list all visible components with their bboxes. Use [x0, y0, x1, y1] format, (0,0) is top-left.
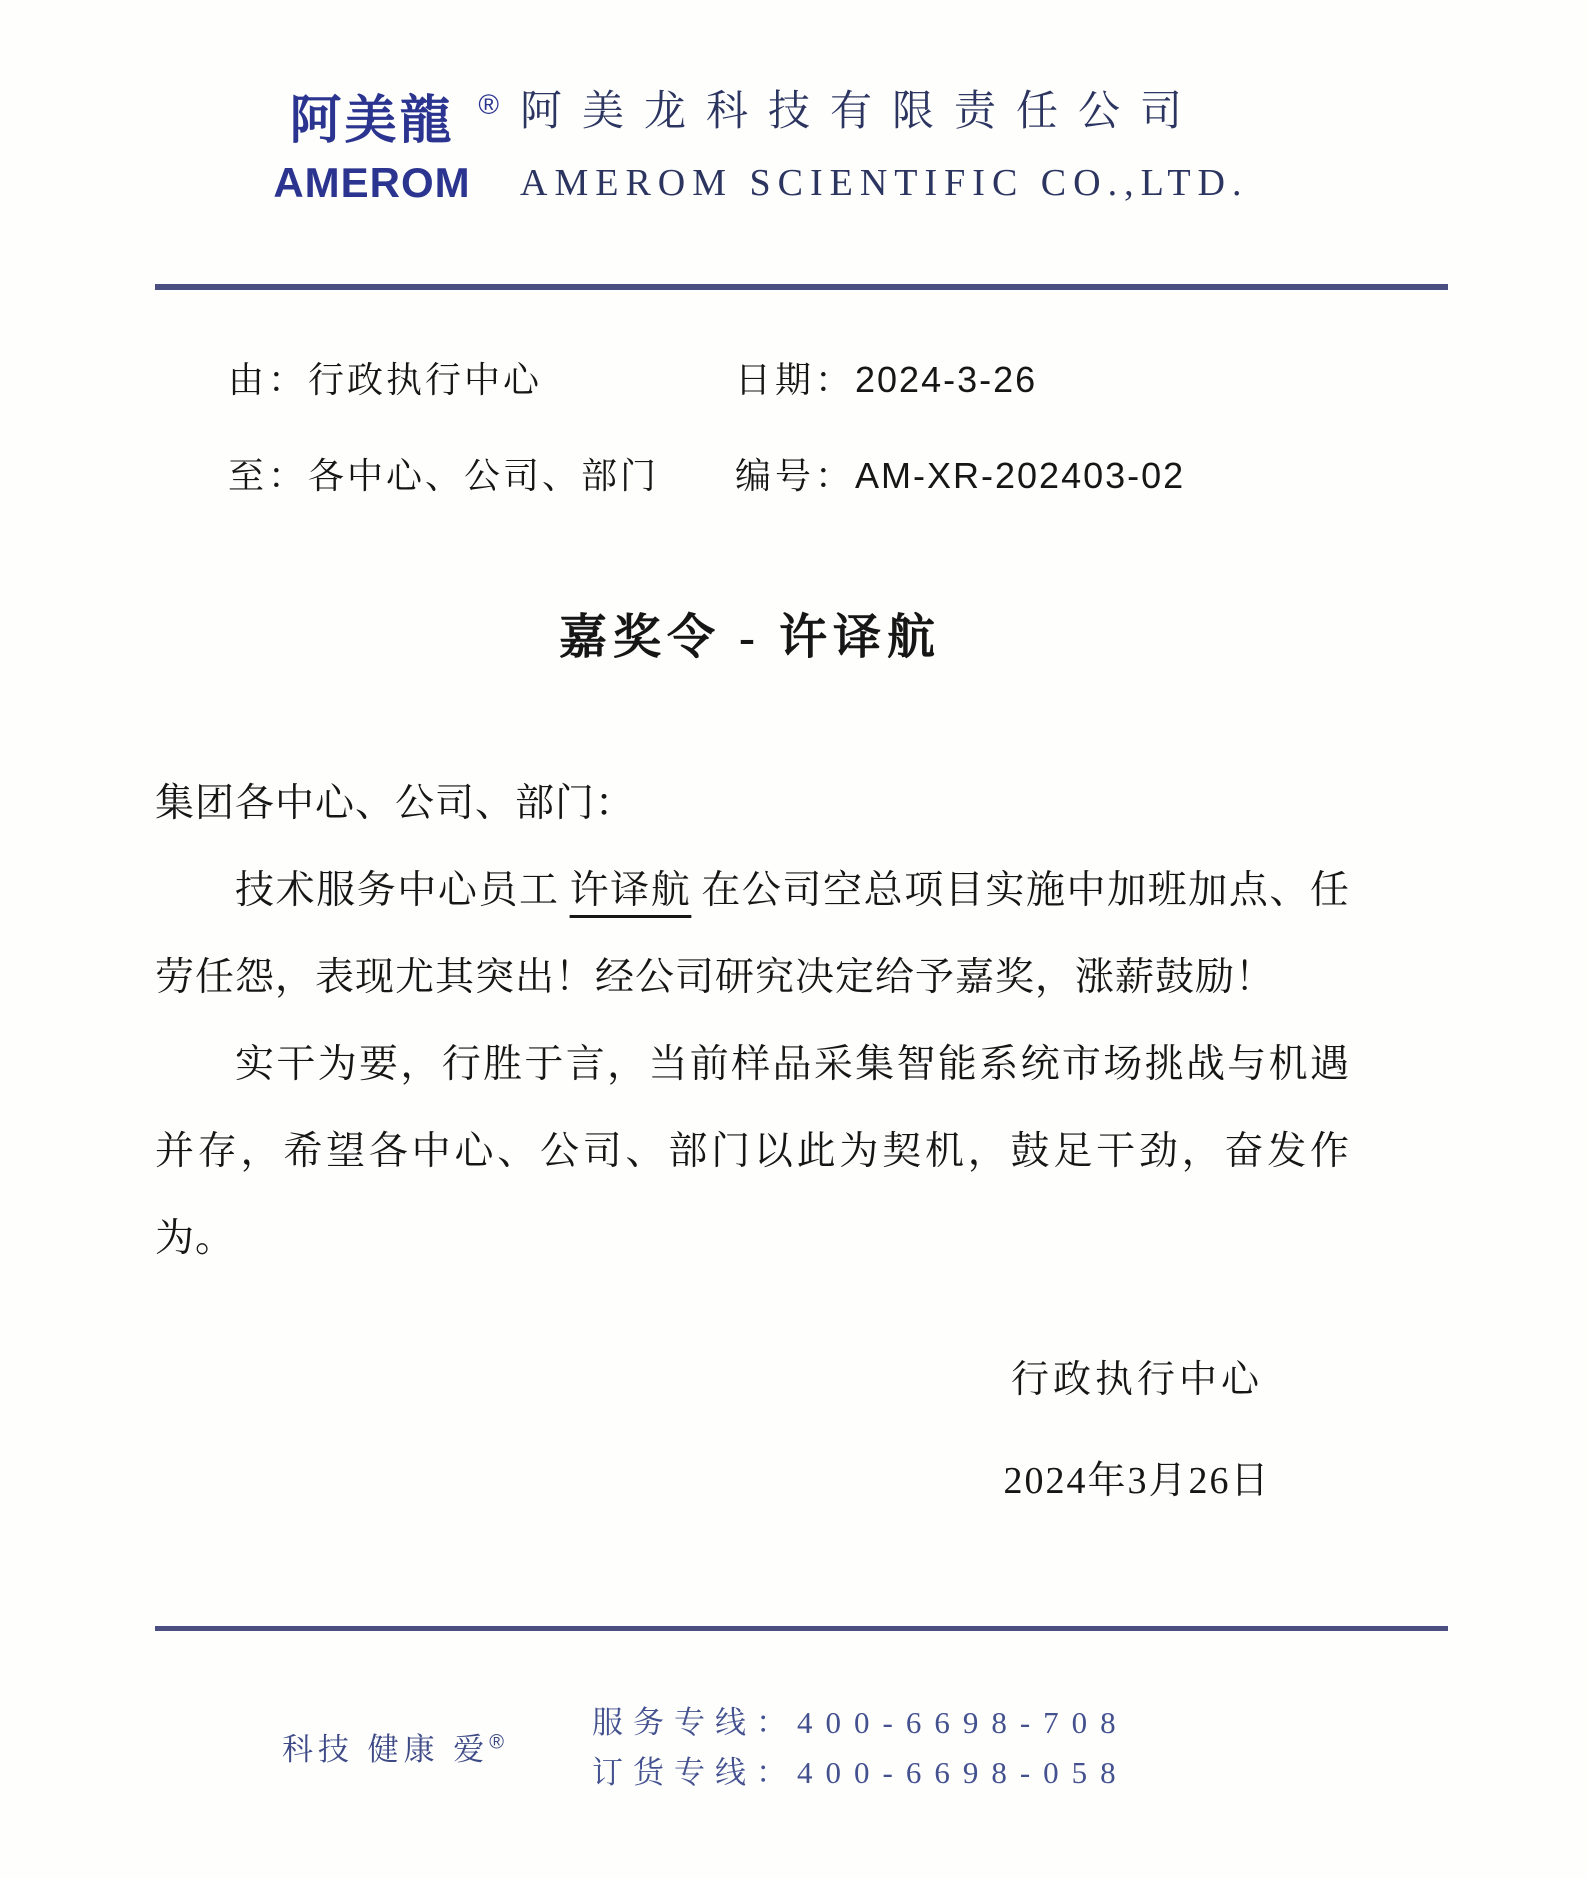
header-divider: [155, 284, 1448, 290]
signature-org: 行政执行中心: [1010, 1359, 1263, 1401]
logo-zh-text: [272, 89, 502, 150]
ref-label: 编号：: [735, 456, 856, 496]
meta-ref: [735, 448, 1185, 499]
to-value: 各中心、公司、部门: [308, 456, 660, 496]
footer-slogan: [282, 1724, 504, 1769]
meta-from: [228, 352, 542, 403]
order-hotline-label: 订货专线：: [592, 1755, 797, 1790]
from-value: 行政执行中心: [308, 360, 543, 400]
from-label: 由：: [228, 360, 309, 400]
order-hotline-number: 400-6698-058: [797, 1755, 1129, 1790]
date-label: 日期：: [735, 360, 856, 400]
salutation: 集团各中心、公司、部门：: [155, 782, 636, 825]
registered-trademark-icon: ®: [478, 89, 502, 120]
slogan-registered-icon: ®: [489, 1731, 504, 1754]
signature-block: [927, 1348, 1347, 1504]
paragraph-1-lead: 技术服务中心员工: [235, 869, 560, 912]
service-hotline-label: 服务专线：: [592, 1705, 797, 1740]
meta-to: [228, 448, 659, 499]
paragraph-2: 实干为要，行胜于言，当前样品采集智能系统市场挑战与机遇并存，希望各中心、公司、部门以此为契机，鼓足干劲，奋发作为。: [155, 1043, 1350, 1260]
company-logo: [272, 89, 502, 208]
order-hotline: [592, 1748, 1129, 1798]
paragraph-1: [155, 847, 1350, 1021]
logo-zh-glyphs: 阿美龍: [289, 92, 455, 150]
company-header: [520, 86, 1460, 206]
logo-en-text: AMEROM: [273, 159, 471, 206]
meta-date: [735, 352, 1037, 403]
service-hotline-number: 400-6698-708: [797, 1705, 1129, 1740]
ref-value: AM-XR-202403-02: [855, 455, 1186, 496]
service-hotline: [592, 1698, 1129, 1748]
signature-date: 2024年3月26日: [1003, 1460, 1271, 1502]
date-value: 2024-3-26: [855, 359, 1038, 400]
paragraph-1-rest: 在公司空总项目实施中加班加点、任劳任怨，表现尤其突出！经公司研究决定给予嘉奖，涨薪鼓励！: [155, 869, 1350, 999]
slogan-text: 科技 健康 爱: [282, 1732, 490, 1767]
document-body: [155, 760, 1350, 1282]
footer-divider: [155, 1626, 1448, 1631]
company-name-zh: 阿美龙科技有限责任公司: [520, 89, 1203, 135]
footer-hotlines: [592, 1698, 1129, 1798]
document-title: 嘉奖令 - 许译航: [559, 611, 941, 664]
employee-name: 许译航: [569, 869, 692, 912]
to-label: 至：: [228, 456, 309, 496]
company-name-en: AMEROM SCIENTIFIC CO.,LTD.: [520, 162, 1249, 204]
